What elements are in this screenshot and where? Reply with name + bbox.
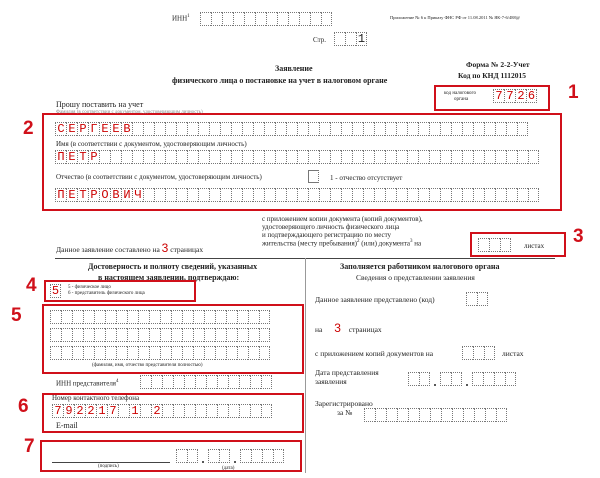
marker-3: 3 bbox=[573, 226, 584, 247]
marker-box-3 bbox=[470, 232, 566, 257]
title-line2: физического лица о постановке на учет в налоговом органе bbox=[172, 76, 388, 85]
sign-date-day[interactable] bbox=[176, 449, 198, 463]
date-caption: (дата) bbox=[222, 466, 235, 471]
rep-fio-row-3[interactable] bbox=[50, 346, 270, 360]
role-options: 5 - физическое лицо 6 - представитель физического лица bbox=[68, 285, 145, 296]
code-cells[interactable] bbox=[466, 292, 488, 306]
date-dot bbox=[202, 461, 204, 463]
inn-rep-label: ИНН представителя$^4$ bbox=[56, 379, 119, 388]
code-line: Данное заявление представлено (код) bbox=[315, 295, 435, 304]
reg-number-cells[interactable] bbox=[364, 408, 507, 422]
attachments-text: с приложением копии документа (копий документов), удостоверяющего личность физического лица и подтверждающего регистрацию по месту жительства (месту пребывания)$^2$ (или) документа$^3$ на bbox=[262, 215, 423, 248]
tax-office-label: код налогового органа bbox=[444, 91, 476, 102]
no-patronymic-checkbox[interactable] bbox=[308, 170, 319, 183]
page-label: Стр. bbox=[313, 36, 326, 44]
knd-label: Код по КНД 1112015 bbox=[458, 71, 526, 80]
copies-sheets-label: листах bbox=[502, 349, 524, 358]
right-heading-2: Сведения о представлении заявления bbox=[356, 273, 475, 282]
signature-line[interactable] bbox=[52, 462, 170, 463]
name-cells[interactable]: П Е Т Р bbox=[55, 150, 539, 164]
signature-caption: (подпись) bbox=[98, 464, 119, 469]
marker-1: 1 bbox=[568, 82, 579, 103]
forma-label: Форма № 2-2-Учет bbox=[466, 60, 530, 69]
rep-fio-caption: (фамилия, имя, отчество представителя полностью) bbox=[92, 363, 203, 368]
submit-date-month[interactable] bbox=[440, 372, 462, 386]
date-dot bbox=[234, 461, 236, 463]
sign-date-year[interactable] bbox=[240, 449, 284, 463]
right-pages-value: 3 bbox=[334, 321, 341, 335]
marker-2: 2 bbox=[23, 118, 34, 139]
left-heading-2: в настоящем заявлении, подтверждаю: bbox=[98, 273, 240, 282]
prilozhenie-text: Приложение № 6 к Приказу ФНС РФ от 11.08.2011 № ЯК-7-6/488@ bbox=[390, 15, 520, 20]
sign-date-month[interactable] bbox=[208, 449, 230, 463]
registered-label: Зарегистрировано за № bbox=[315, 399, 373, 417]
pages-text: Данное заявление составлено на 3 страницах bbox=[56, 241, 204, 255]
inn-rep-cells[interactable] bbox=[140, 375, 272, 389]
date-submitted-label: Дата представления заявления bbox=[315, 368, 379, 386]
no-patronymic-text: 1 - отчество отсутствует bbox=[330, 174, 403, 182]
phone-cells[interactable]: 7 9 2 2 1 7 1 2 bbox=[52, 404, 272, 418]
pages-value: 3 bbox=[161, 241, 169, 255]
request-text: Прошу поставить на учет bbox=[56, 100, 144, 109]
email-label: E-mail bbox=[56, 421, 78, 430]
attachments-sheets-label: листах bbox=[524, 242, 545, 250]
pages-on-label: на 3 страницах bbox=[315, 321, 382, 335]
copies-label: с приложением копий документов на bbox=[315, 349, 434, 358]
marker-box-1 bbox=[434, 85, 550, 111]
date-dot bbox=[466, 384, 468, 386]
role-cell[interactable]: 5 bbox=[51, 284, 60, 298]
marker-5: 5 bbox=[11, 305, 22, 326]
inn-label: ИНН$^1$ bbox=[172, 14, 190, 23]
name-label: Имя (в соответствии с документом, удостоверяющим личность) bbox=[56, 140, 247, 148]
submit-date-day[interactable] bbox=[408, 372, 430, 386]
rep-fio-row-2[interactable] bbox=[50, 328, 270, 342]
date-dot bbox=[434, 384, 436, 386]
marker-box-4 bbox=[44, 280, 196, 302]
submit-date-year[interactable] bbox=[472, 372, 516, 386]
right-heading-1: Заполняется работником налогового органа bbox=[340, 262, 500, 271]
patronymic-cells[interactable]: П Е Т Р О В И Ч bbox=[55, 188, 539, 202]
title-line1: Заявление bbox=[275, 64, 313, 73]
rep-fio-row-1[interactable] bbox=[50, 310, 270, 324]
column-divider bbox=[305, 258, 306, 473]
tax-office-cells[interactable]: 7 7 2 6 bbox=[493, 89, 537, 103]
marker-4: 4 bbox=[26, 275, 37, 296]
phone-label: Номер контактного телефона bbox=[52, 394, 140, 402]
surname-cells[interactable]: С Е Р Г Е Е В bbox=[55, 122, 528, 136]
marker-7: 7 bbox=[24, 436, 35, 457]
copies-cells[interactable] bbox=[462, 346, 495, 360]
inn-cells[interactable] bbox=[200, 12, 332, 26]
page-cells: 1 bbox=[334, 32, 367, 46]
left-heading-1: Достоверность и полноту сведений, указанных bbox=[88, 262, 258, 271]
patronymic-label: Отчество (в соответствии с документом, удостоверяющим личность) bbox=[56, 173, 262, 181]
marker-6: 6 bbox=[18, 396, 29, 417]
surname-label: Фамилия (в соответствии с документом, удостоверяющим личность) bbox=[56, 110, 203, 115]
